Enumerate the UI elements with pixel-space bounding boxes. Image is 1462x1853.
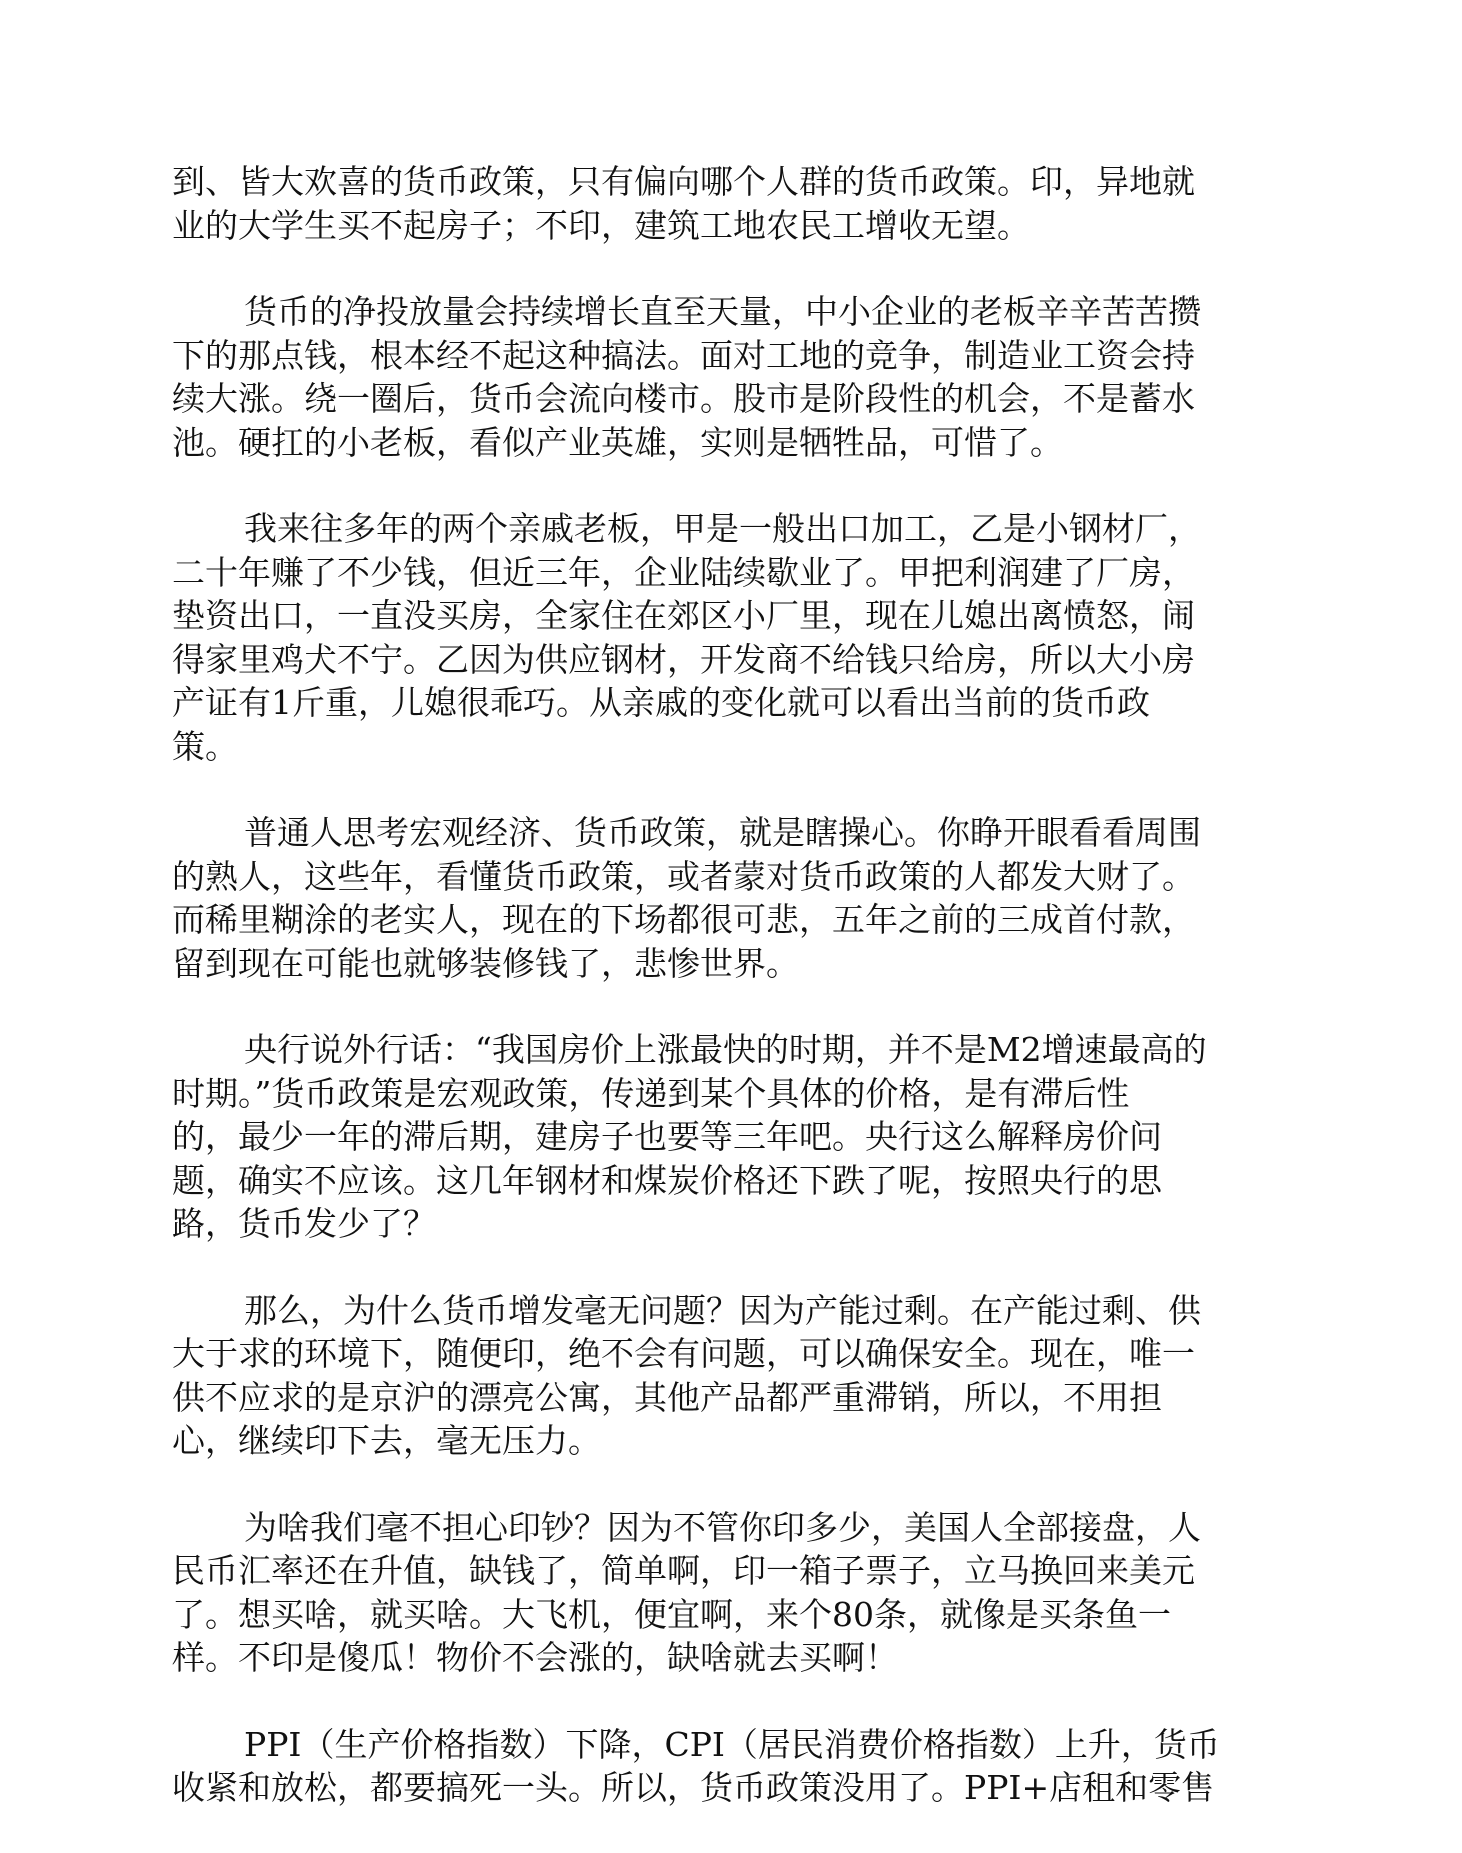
text-line: 的，最少一年的滞后期，建房子也要等三年吧。央行这么解释房价问	[172, 1117, 1162, 1156]
text-line: 那么，为什么货币增发毫无问题？因为产能过剩。在产能过剩、供	[244, 1290, 1201, 1330]
paragraph-6	[172, 1289, 1282, 1463]
text-line: 普通人思考宏观经济、货币政策，就是瞎操心。你睁开眼看看周围	[244, 813, 1201, 852]
text-line: PPI（生产价格指数）下降，CPI（居民消费价格指数）上升，货币	[244, 1724, 1220, 1764]
text-line: 大于求的环境下，随便印，绝不会有问题，可以确保安全。现在，唯一	[172, 1334, 1195, 1373]
paragraph-2	[172, 290, 1282, 464]
document-body	[172, 160, 1282, 1853]
paragraph-8	[172, 1723, 1282, 1810]
text-line: 池。硬扛的小老板，看似产业英雄，实则是牺牲品，可惜了。	[172, 422, 1063, 462]
text-line: 续大涨。绕一圈后，货币会流向楼市。股市是阶段性的机会，不是蓄水	[172, 379, 1195, 418]
text-line: 二十年赚了不少钱，但近三年，企业陆续歇业了。甲把利润建了厂房，	[172, 552, 1195, 592]
text-line: 下的那点钱，根本经不起这种搞法。面对工地的竞争，制造业工资会持	[172, 335, 1195, 375]
text-line: 题，确实不应该。这几年钢材和煤炭价格还下跌了呢，按照央行的思	[172, 1160, 1162, 1200]
text-line: 心，继续印下去，毫无压力。	[172, 1421, 601, 1460]
text-line: 的熟人，这些年，看懂货币政策，或者蒙对货币政策的人都发大财了。	[172, 856, 1195, 896]
text-line: 到、皆大欢喜的货币政策，只有偏向哪个人群的货币政策。印，异地就	[172, 162, 1195, 201]
text-line: 为啥我们毫不担心印钞？因为不管你印多少，美国人全部接盘，人	[244, 1507, 1201, 1547]
text-line: 货币的净投放量会持续增长直至天量，中小企业的老板辛辛苦苦攒	[244, 292, 1201, 331]
text-line: 央行说外行话：“我国房价上涨最快的时期，并不是M2增速最高的	[244, 1030, 1207, 1069]
paragraph-4	[172, 811, 1282, 985]
text-line: 供不应求的是京沪的漂亮公寓，其他产品都严重滞销，所以，不用担	[172, 1377, 1162, 1417]
text-line: 留到现在可能也就够装修钱了，悲惨世界。	[172, 943, 799, 983]
text-line: 我来往多年的两个亲戚老板，甲是一般出口加工，乙是小钢材厂，	[244, 509, 1201, 548]
paragraph-5	[172, 1028, 1282, 1246]
text-line: 路，货币发少了？	[172, 1204, 436, 1243]
text-line: 得家里鸡犬不宁。乙因为供应钢材，开发商不给钱只给房，所以大小房	[172, 639, 1195, 679]
paragraph-3	[172, 507, 1282, 768]
text-line: 了。想买啥，就买啥。大飞机，便宜啊，来个80条，就像是买条鱼一	[172, 1594, 1171, 1634]
text-line: 收紧和放松，都要搞死一头。所以，货币政策没用了。PPI+店租和零售	[172, 1768, 1215, 1807]
text-line: 时期。”货币政策是宏观政策，传递到某个具体的价格，是有滞后性	[172, 1073, 1130, 1113]
text-line: 产证有1斤重，儿媳很乖巧。从亲戚的变化就可以看出当前的货币政	[172, 683, 1150, 722]
text-line: 样。不印是傻瓜！物价不会涨的，缺啥就去买啊！	[172, 1638, 898, 1677]
text-line: 业的大学生买不起房子；不印，建筑工地农民工增收无望。	[172, 205, 1030, 245]
text-line: 而稀里糊涂的老实人，现在的下场都很可悲，五年之前的三成首付款，	[172, 900, 1195, 939]
paragraph-7	[172, 1506, 1282, 1680]
text-line: 民币汇率还在升值，缺钱了，简单啊，印一箱子票子，立马换回来美元	[172, 1551, 1195, 1590]
text-line: 垫资出口，一直没买房，全家住在郊区小厂里，现在儿媳出离愤怒，闹	[172, 596, 1195, 635]
paragraph-1	[172, 160, 1282, 247]
text-line: 策。	[172, 726, 238, 766]
